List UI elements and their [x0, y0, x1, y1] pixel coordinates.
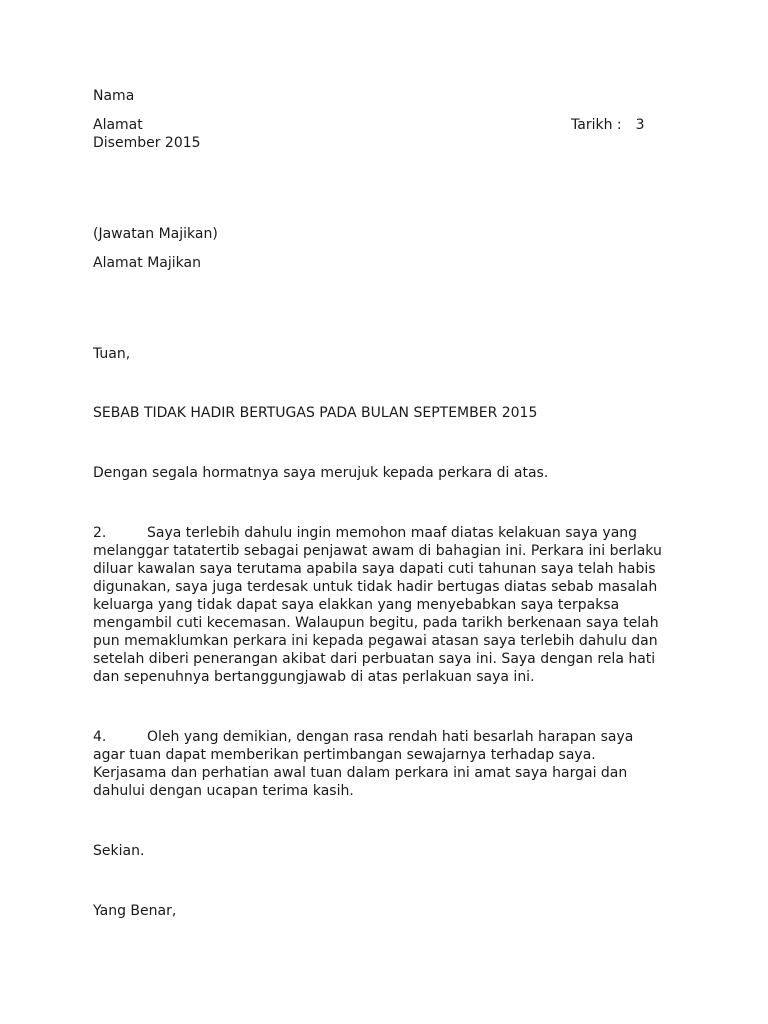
- employer-address: Alamat Majikan: [93, 255, 201, 271]
- paragraph-2-first-line: [93, 524, 683, 542]
- sender-address: Alamat: [93, 117, 143, 133]
- date-label: Tarikh :: [571, 117, 622, 133]
- paragraph-line: dahului dengan ucapan terima kasih.: [93, 783, 354, 799]
- paragraph-line: keluarga yang tidak dapat saya elakkan yang menyebabkan saya terpaksa: [93, 597, 620, 613]
- paragraph-line: Saya terlebih dahulu ingin memohon maaf diatas kelakuan saya yang: [147, 525, 638, 541]
- paragraph-4-first-line: [93, 728, 683, 746]
- paragraph-number: 2.: [93, 525, 107, 541]
- paragraph-line: Oleh yang demikian, dengan rasa rendah hati besarlah harapan saya: [147, 729, 634, 745]
- sign-off: Yang Benar,: [93, 903, 177, 919]
- closing: Sekian.: [93, 843, 145, 859]
- sender-name: Nama: [93, 88, 135, 104]
- opening-sentence: Dengan segala hormatnya saya merujuk kepada perkara di atas.: [93, 465, 549, 481]
- salutation: Tuan,: [93, 346, 131, 362]
- paragraph-line: mengambil cuti kecemasan. Walaupun begitu, pada tarikh berkenaan saya telah: [93, 615, 659, 631]
- paragraph-line: agar tuan dapat memberikan pertimbangan sewajarnya terhadap saya.: [93, 747, 596, 763]
- paragraph-line: digunakan, saya juga terdesak untuk tidak hadir bertugas diatas sebab masalah: [93, 579, 658, 595]
- date-field: [571, 116, 645, 134]
- paragraph-line: Kerjasama dan perhatian awal tuan dalam perkara ini amat saya hargai dan: [93, 765, 628, 781]
- paragraph-number: 4.: [93, 729, 107, 745]
- date-day: 3: [635, 117, 645, 133]
- paragraph-4: [93, 728, 683, 800]
- date-month-year: Disember 2015: [93, 135, 201, 151]
- employer-position: (Jawatan Majikan): [93, 226, 218, 242]
- paragraph-2: [93, 524, 683, 686]
- paragraph-line: melanggar tatatertib sebagai penjawat awam di bahagian ini. Perkara ini berlaku: [93, 543, 662, 559]
- paragraph-line: setelah diberi penerangan akibat dari perbuatan saya ini. Saya dengan rela hati: [93, 651, 656, 667]
- paragraph-line: pun memaklumkan perkara ini kepada pegawai atasan saya terlebih dahulu dan: [93, 633, 658, 649]
- paragraph-line: diluar kawalan saya terutama apabila saya dapati cuti tahunan saya telah habis: [93, 561, 656, 577]
- letter-subject: SEBAB TIDAK HADIR BERTUGAS PADA BULAN SEPTEMBER 2015: [93, 405, 538, 421]
- paragraph-line: dan sepenuhnya bertanggungjawab di atas perlakuan saya ini.: [93, 669, 535, 685]
